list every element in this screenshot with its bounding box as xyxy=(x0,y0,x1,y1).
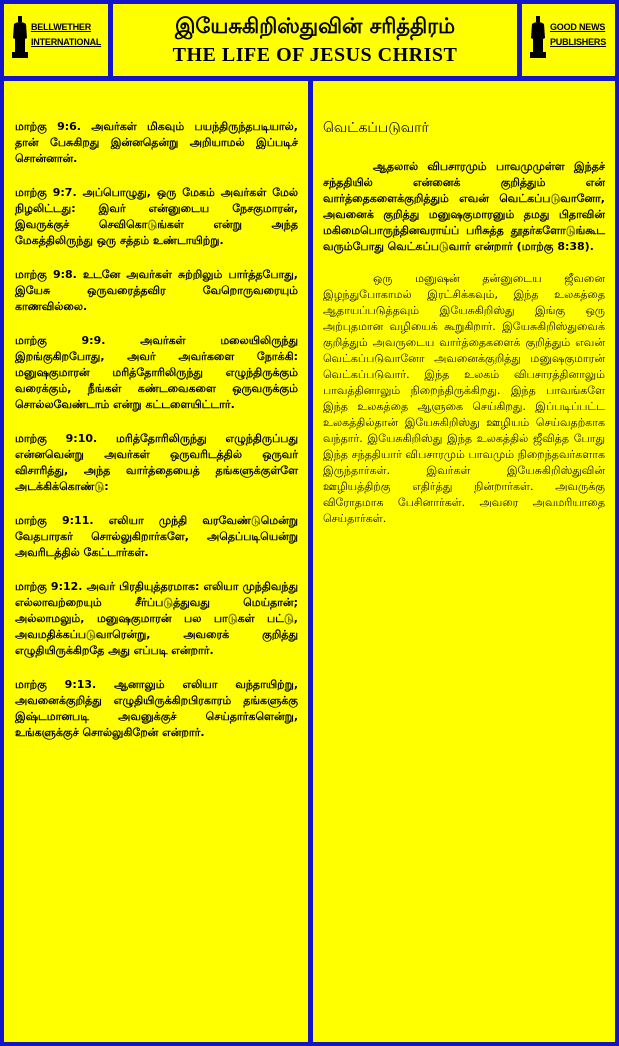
right-column xyxy=(313,81,615,1042)
verse-mark-9-13: மாற்கு 9:13. ஆனாலும் எலியா வந்தாயிற்று, அவனைக்குறித்து எழுதியிருக்கிறபிரகாரம் தங்களுக்கு இஷ்டமானபடி அவனுக்குச் செய்தார்களென்று, உங்களுக்குச் சொல்லுகிறேன் என்றார். xyxy=(15,678,298,739)
good-news-logo-line1: GOOD NEWS xyxy=(550,22,606,32)
verse-mark-9-7: மாற்கு 9:7. அப்பொழுது, ஒரு மேகம் அவர்கள் மேல் நிழலிட்டது: இவர் என்னுடைய நேசகுமாரன், இவருக்குச் செவிகொடுங்கள் என்று அந்த மேகத்திலிருந்து ஒரு சத்தம் உண்டாயிற்று. xyxy=(15,186,298,247)
bellwether-logo-line1: BELLWETHER xyxy=(31,22,91,32)
good-news-logo-line2: PUBLISHERS xyxy=(550,37,607,47)
bellwether-sheep-icon xyxy=(11,16,29,60)
quoted-verse: ஆதலால் விபசாரமும் பாவமுமுள்ள இந்தச் சந்ததியில் என்னைக் குறித்தும் என் வார்த்தைகளைக்குறித்தும் எவன் வெட்கப்படுவானோ, அவனைக் குறித்து மனுஷகுமாரனும் தமது பிதாவின் மகிமைபொருந்தினவராய்ப் பரிசுத்த தூதர்களோடுங்கூட வரும்போது வெட்கப்படுவார் என்றார் (மாற்கு 8:38). xyxy=(323,160,605,253)
verse-mark-9-12: மாற்கு 9:12. அவர் பிரதியுத்தரமாக: எலியா முந்திவந்து எல்லாவற்றையும் சீர்ப்படுத்துவது மெய்தான்; அல்லாமலும், மனுஷகுமாரன் பல பாடுகள் பட்டு, அவமதிக்கப்படுவாரென்று, அவரைக் குறித்து எழுதியிருக்கிறதே அது எப்படி என்றார். xyxy=(15,580,298,657)
verse-mark-9-8: மாற்கு 9:8. உடனே அவர்கள் சுற்றிலும் பார்த்தபோது, இயேசு ஒருவரைத்தவிர வேறொருவரையும் காணவில்லை. xyxy=(15,268,298,313)
good-news-logo xyxy=(522,4,615,76)
page-title-tamil: இயேசுகிறிஸ்துவின் சரித்திரம் xyxy=(174,14,456,38)
page-title-english: THE LIFE OF JESUS CHRIST xyxy=(172,44,458,66)
good-news-sheep-icon xyxy=(529,16,547,60)
verse-mark-9-11: மாற்கு 9:11. எலியா முந்தி வரவேண்டுமென்று வேதபாரகர் சொல்லுகிறார்களே, அதெப்படியென்று அவரிடத்தில் கேட்டார்கள். xyxy=(15,514,298,559)
section-subtitle: வெட்கப்படுவார் xyxy=(323,120,429,136)
verse-mark-9-6: மாற்கு 9:6. அவர்கள் மிகவும் பயந்திருந்தபடியால், தான் பேசுகிறது இன்னதென்று அறியாமல் இப்படிச் சொன்னான். xyxy=(15,120,298,165)
verse-mark-9-9: மாற்கு 9:9. அவர்கள் மலையிலிருந்து இறங்குகிறபோது, அவர் அவர்களை நோக்கி: மனுஷகுமாரன் மரித்தோரிலிருந்து எழுந்திருக்கும் வரைக்கும், நீங்கள் கண்டவைகளை ஒருவருக்கும் சொல்லவேண்டாம் என்று கட்டளையிட்டார். xyxy=(15,334,298,411)
commentary-paragraph: ஒரு மனுஷன் தன்னுடைய ஜீவனை இழந்துபோகாமல் இரட்சிக்கவும், இந்த உலகத்தை ஆதாயப்படுத்தவும் இயேசுகிறிஸ்து இங்கு ஒரு அற்புதமான வழியைக் கூறுகிறார். இயேசுகிறிஸ்துவைக் குறித்தும் அவருடைய வார்த்தைகளைக் குறித்தும் எவன் வெட்கப்படுவானோ அவனைக்குறித்து மனுஷகுமாரன் வெட்கப்படுவார். இந்த உலகம் விபசாரத்தினாலும் பாவத்தினாலும் நிறைந்திருக்கிறது. இந்த பாவங்களே இந்த உலகத்தை ஆளுகை செய்கிறது. இப்படிப்பட்ட உலகத்தில்தான் இயேசுகிறிஸ்து ஊழியம் செய்வதற்காக வந்தார். இயேசுகிறிஸ்து இந்த உலகத்தில் ஜீவித்த போது இந்த சந்ததியார் விபசாரமும் பாவமும் நிறைந்தவர்களாக இருந்தார்கள். இவர்கள் இயேசுகிறிஸ்துவின் ஊழியத்திற்கு எதிர்த்து நின்றார்கள். அவருக்கு விரோதமாக பேசினார்கள். அவரை அவமரியாதை செய்தார்கள். xyxy=(323,272,605,525)
bellwether-logo-line2: INTERNATIONAL xyxy=(31,37,102,47)
title-banner xyxy=(113,4,517,76)
verse-mark-9-10: மாற்கு 9:10. மரித்தோரிலிருந்து எழுந்திருப்பது என்னவென்று அவர்கள் ஒருவரிடத்தில் ஒருவர் விசாரித்து, அந்த வார்த்தையைத் தங்களுக்குள்ளே அடக்கிக்கொண்டு: xyxy=(15,432,298,493)
left-column xyxy=(4,81,308,1042)
bellwether-logo xyxy=(4,4,108,76)
